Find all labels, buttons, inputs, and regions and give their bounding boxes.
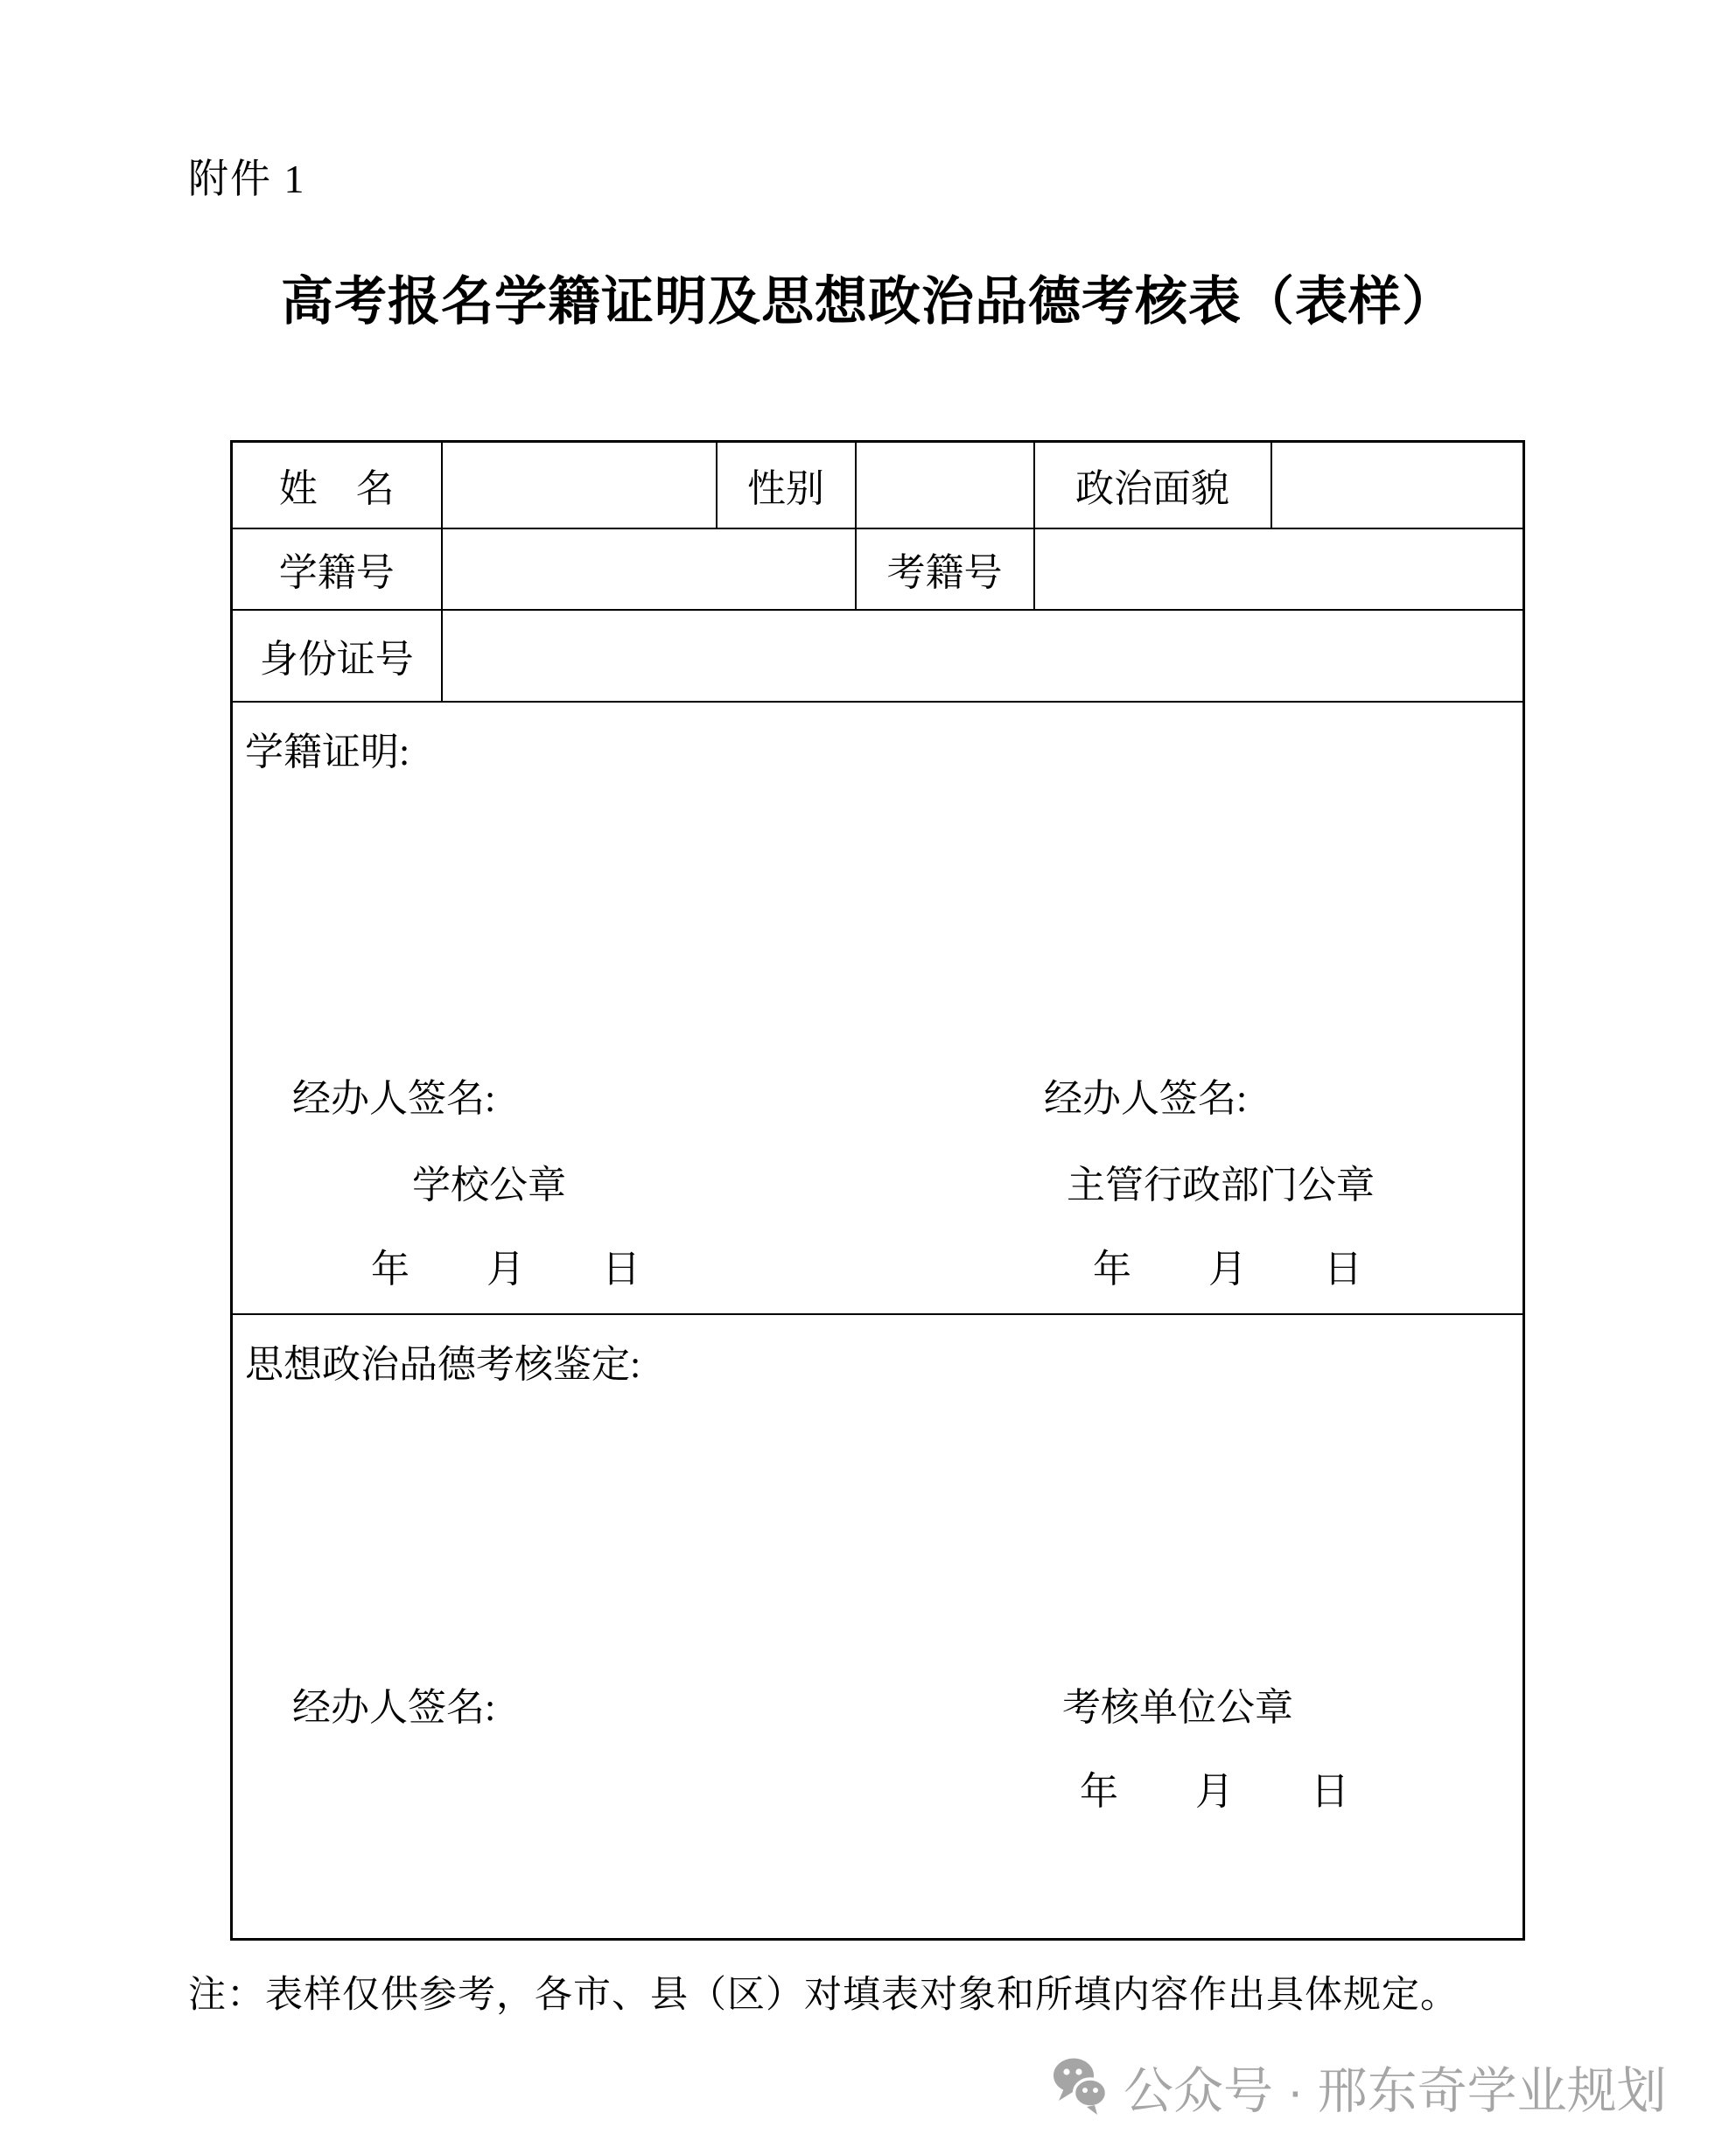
moral-assessment-heading: 思想政治品德考核鉴定: (245, 1342, 641, 1386)
dept-handler-signature-label: 经办人签名: (1044, 1076, 1248, 1120)
student-registry-no-label-cell: 学籍号 (232, 528, 442, 610)
school-date-label: 年 月 日 (371, 1247, 640, 1291)
table-row (232, 528, 1524, 610)
assessment-handler-signature-label: 经办人签名: (292, 1685, 496, 1729)
wechat-icon (1052, 2057, 1110, 2117)
political-status-value-cell (1271, 442, 1524, 528)
table-row (232, 702, 1524, 1314)
table-row (232, 610, 1524, 702)
name-value-cell (442, 442, 717, 528)
id-card-no-value-cell (442, 610, 1524, 702)
exam-registry-no-label-cell: 考籍号 (856, 528, 1034, 610)
assessment-date-label: 年 月 日 (1080, 1769, 1349, 1813)
political-status-label-cell: 政治面貌 (1034, 442, 1271, 528)
form-table (230, 440, 1525, 1941)
attachment-label: 附件 1 (188, 157, 306, 201)
footnote: 注：表样仅供参考，各市、县（区）对填表对象和所填内容作出具体规定。 (188, 1975, 1459, 2016)
gender-label-cell: 性别 (717, 442, 856, 528)
school-registry-heading: 学籍证明: (245, 730, 410, 773)
watermark-text: 公众号 · 邢东奇学业规划 (1124, 2063, 1667, 2119)
exam-registry-no-value-cell (1034, 528, 1524, 610)
id-card-no-label-cell: 身份证号 (232, 610, 442, 702)
table-row (232, 442, 1524, 528)
watermark (1052, 2051, 1667, 2123)
school-seal-label: 学校公章 (412, 1163, 566, 1207)
dept-seal-label: 主管行政部门公章 (1067, 1163, 1375, 1207)
page-title: 高考报名学籍证明及思想政治品德考核表（表样） (281, 272, 1455, 331)
dept-date-label: 年 月 日 (1093, 1247, 1362, 1291)
table-row (232, 1314, 1524, 1940)
moral-assessment-section (232, 1314, 1524, 1940)
school-registry-section (232, 702, 1524, 1314)
name-label-cell: 姓 名 (232, 442, 442, 528)
school-handler-signature-label: 经办人签名: (292, 1076, 496, 1120)
student-registry-no-value-cell (442, 528, 856, 610)
gender-value-cell (856, 442, 1034, 528)
assessment-unit-seal-label: 考核单位公章 (1062, 1685, 1293, 1729)
